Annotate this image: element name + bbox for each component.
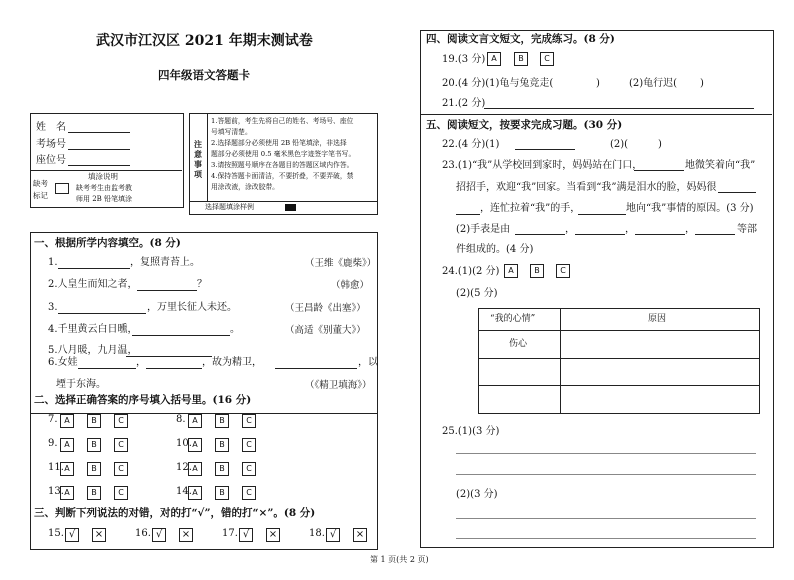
- notice-line-4: 题部分必须使用 0.5 毫米黑色字迹签字笔书写。: [211, 150, 356, 158]
- q23-line-4a: (2)手表是由: [456, 224, 511, 235]
- q23-line-2a: 招招手，欢迎“我”回家。当看到“我”满是泪水的脸，妈妈很: [456, 182, 717, 193]
- q22-label: 22.(4 分)(1): [442, 139, 500, 150]
- item-6-blank-1[interactable]: [78, 368, 136, 369]
- choice-q9-label: 9.: [48, 438, 58, 449]
- seat-field[interactable]: [68, 165, 130, 166]
- item-4-blank[interactable]: [132, 335, 230, 336]
- item-2-source: （韩愈）: [331, 280, 370, 291]
- q23-blank-1[interactable]: [634, 170, 684, 171]
- judge-q18-label: 18.: [309, 528, 325, 539]
- item-4-end: 。: [230, 324, 240, 335]
- choice-q8-label: 8.: [176, 414, 186, 425]
- judge-q16-label: 16.: [135, 528, 151, 539]
- table-cell-sad: 伤心: [509, 339, 528, 349]
- choice-q14-label: 14.: [176, 486, 192, 497]
- section-5-title: 五、阅读短文，按要求完成习题。(30 分): [426, 119, 623, 131]
- choice-q7-option-a[interactable]: A: [60, 414, 74, 428]
- notice-line-1: 1.答题前，考生先将自己的姓名、考场号、座位: [211, 117, 354, 125]
- choice-q11-option-a[interactable]: A: [60, 462, 74, 476]
- choice-q12-option-a[interactable]: A: [188, 462, 202, 476]
- item-6-source: （《精卫填海》）: [305, 380, 372, 391]
- item-5-text: 5.八月暖，九月温，: [48, 345, 138, 356]
- notice-label-4: 项: [194, 169, 202, 179]
- exam-room-label: 考场号: [36, 139, 66, 150]
- section-2-title: 二、选择正确答案的序号填入括号里。(16 分): [34, 394, 252, 406]
- choice-q9-option-b[interactable]: B: [87, 438, 101, 452]
- q23-line-4b: 等部: [737, 224, 757, 235]
- item-2-end: ？: [197, 279, 207, 290]
- q25-2-label: (2)(3 分): [456, 489, 498, 500]
- q23-line-3a: ，连忙拉着“我”的手，: [480, 203, 581, 214]
- choice-q11-option-c[interactable]: C: [114, 462, 128, 476]
- q24-label: 24.(1)(2 分): [442, 266, 500, 277]
- item-6-blank-3[interactable]: [275, 368, 357, 369]
- choice-q10-label: 10.: [176, 438, 192, 449]
- judge-q16-false-box[interactable]: ×: [179, 528, 193, 542]
- q20-close-2: ): [700, 78, 704, 89]
- absent-label-1: 缺考: [33, 179, 48, 188]
- choice-q9-option-a[interactable]: A: [60, 438, 74, 452]
- notice-line-6: 4.保持答题卡面清洁，不要折叠，不要弄破，禁: [211, 172, 354, 180]
- notice-line-5: 3.请按照题号顺序在各题目的答题区域内作答。: [211, 161, 354, 169]
- table-row-divider-1: [479, 330, 759, 331]
- q20-label: 20.(4 分)(1)龟与兔竞走(: [442, 78, 554, 89]
- choice-q14-option-a[interactable]: A: [188, 486, 202, 500]
- section-3-title: 三、判断下列说法的对错，对的打“√”，错的打“×”。(8 分): [34, 507, 316, 519]
- judge-q17-true-box[interactable]: √: [239, 528, 253, 542]
- table-row-divider-2: [479, 358, 759, 359]
- choice-q14-option-b[interactable]: B: [215, 486, 229, 500]
- judge-q18-true-box[interactable]: √: [326, 528, 340, 542]
- choice-q8-option-a[interactable]: A: [188, 414, 202, 428]
- name-label: 姓 名: [36, 122, 66, 133]
- seat-label: 座位号: [36, 155, 66, 166]
- q19-option-a[interactable]: A: [487, 52, 501, 66]
- q25-2-line-2[interactable]: [456, 538, 756, 539]
- table-row-divider-3: [479, 385, 759, 386]
- section-2-3-box: [30, 389, 378, 550]
- choice-q11-label: 11.: [48, 462, 64, 473]
- answer-sheet-subtitle: 四年级语文答题卡: [158, 68, 250, 82]
- info-divider: [31, 170, 182, 171]
- choice-q13-option-b[interactable]: B: [87, 486, 101, 500]
- absent-label-2: 标记: [33, 191, 48, 200]
- notice-bottom-divider: [190, 201, 377, 202]
- section-1-title: 一、根据所学内容填空。(8 分): [34, 237, 181, 249]
- item-6-end: ，以: [358, 357, 378, 368]
- fill-note-text-1: 缺考考生由监考教: [76, 184, 132, 192]
- name-field[interactable]: [68, 132, 130, 133]
- item-3-text: ，万里长征人未还。: [147, 302, 237, 313]
- table-header-feeling: “我的心情”: [490, 314, 536, 324]
- q19-option-b[interactable]: B: [514, 52, 528, 66]
- q20-part2: (2)龟行迟(: [629, 78, 678, 89]
- judge-q17-false-box[interactable]: ×: [266, 528, 280, 542]
- judge-q15-label: 15.: [48, 528, 64, 539]
- item-6-blank-2[interactable]: [146, 368, 202, 369]
- judge-q17-label: 17.: [222, 528, 238, 539]
- choice-q10-option-b[interactable]: B: [215, 438, 229, 452]
- item-6-continuation: 堙于东海。: [56, 379, 106, 390]
- q25-1-line-1[interactable]: [456, 453, 756, 454]
- q23-line-5: 件组成的。(4 分): [456, 244, 534, 255]
- notice-label-1: 注: [194, 139, 202, 149]
- absent-checkbox[interactable]: [55, 183, 69, 194]
- choice-q7-label: 7.: [48, 414, 58, 425]
- notice-line-3: 2.选择题部分必须使用 2B 铅笔填涂，非选择: [211, 139, 347, 147]
- q22-blank-1[interactable]: [515, 149, 575, 150]
- q19-option-c[interactable]: C: [540, 52, 554, 66]
- notice-label-2: 意: [194, 149, 202, 159]
- item-3-source: （王昌龄《出塞》）: [285, 303, 366, 314]
- exam-room-field[interactable]: [68, 149, 130, 150]
- notice-line-7: 用涂改液，涂改胶带。: [211, 183, 279, 191]
- fill-note-text-2: 师用 2B 铅笔填涂: [76, 195, 133, 203]
- q24-option-b[interactable]: B: [530, 264, 544, 278]
- q23-line-3b: 地向“我”事情的原因。(3 分): [626, 203, 754, 214]
- page-footer: 第 1 页(共 2 页): [370, 555, 429, 564]
- judge-q16-true-box[interactable]: √: [152, 528, 166, 542]
- q22-close: ): [658, 139, 662, 150]
- q23-blank-2[interactable]: [718, 192, 756, 193]
- item-1-number: 1.: [48, 257, 58, 268]
- q24-part2: (2)(5 分): [456, 288, 498, 299]
- choice-q8-option-b[interactable]: B: [215, 414, 229, 428]
- q25-2-line-1[interactable]: [456, 518, 756, 519]
- item-4-source: （高适《别董大》）: [285, 325, 366, 336]
- choice-q7-option-b[interactable]: B: [87, 414, 101, 428]
- choice-q11-option-b[interactable]: B: [87, 462, 101, 476]
- choice-q12-option-c[interactable]: C: [242, 462, 256, 476]
- sample-filled-mark: [285, 204, 296, 211]
- item-2-blank[interactable]: [137, 290, 197, 291]
- choice-q8-option-c[interactable]: C: [242, 414, 256, 428]
- q23-blank-7[interactable]: [635, 234, 685, 235]
- choice-q9-option-c[interactable]: C: [114, 438, 128, 452]
- q20-close-1: ): [596, 78, 600, 89]
- item-1-text: ，复照青苔上。: [130, 257, 200, 268]
- item-2-text: 2.人皇生而知之者，: [48, 279, 138, 290]
- judge-q18-false-box[interactable]: ×: [353, 528, 367, 542]
- section-4-title: 四、阅读文言文短文，完成练习。(8 分): [426, 33, 615, 45]
- q25-1-label: 25.(1)(3 分): [442, 426, 500, 437]
- notice-label-3: 事: [194, 159, 202, 169]
- item-6-start: 6.女娃: [48, 357, 78, 368]
- table-header-reason: 原因: [648, 314, 667, 324]
- item-3-number: 3.: [48, 302, 58, 313]
- q23-line-1b: 地微笑着向“我”: [685, 160, 756, 171]
- q23-line-1a: 23.(1)“我”从学校回到家时，妈妈站在门口，: [442, 160, 643, 171]
- sample-label: 选择题填涂样例: [205, 203, 254, 211]
- q25-1-line-2[interactable]: [456, 474, 756, 475]
- choice-q12-option-b[interactable]: B: [215, 462, 229, 476]
- table-col-divider: [560, 309, 561, 413]
- section-4-5-divider: [421, 114, 772, 115]
- q23-blank-5[interactable]: [515, 234, 565, 235]
- q23-blank-8[interactable]: [695, 234, 735, 235]
- item-3-blank[interactable]: [58, 313, 146, 314]
- item-1-blank[interactable]: [58, 268, 130, 269]
- notice-line-2: 号填写清楚。: [211, 128, 252, 136]
- choice-q13-label: 13.: [48, 486, 64, 497]
- choice-q10-option-a[interactable]: A: [188, 438, 202, 452]
- exam-title: 武汉市江汉区 2021 年期末测试卷: [96, 33, 313, 49]
- choice-q13-option-c[interactable]: C: [114, 486, 128, 500]
- choice-q7-option-c[interactable]: C: [114, 414, 128, 428]
- q23-blank-6[interactable]: [575, 234, 625, 235]
- q21-answer-line[interactable]: [484, 108, 754, 109]
- judge-q15-true-box[interactable]: √: [65, 528, 79, 542]
- q22-part2: (2)(: [610, 139, 629, 150]
- item-6-mid: ，故为精卫，: [202, 357, 262, 368]
- fill-note-label: 填涂说明: [88, 172, 118, 181]
- judge-q15-false-box[interactable]: ×: [92, 528, 106, 542]
- choice-q12-label: 12.: [176, 462, 192, 473]
- q19-label: 19.(3 分): [442, 54, 486, 65]
- q23-blank-3[interactable]: [456, 214, 480, 215]
- item-1-source: （王维《鹿柴》）: [305, 258, 377, 269]
- choice-q13-option-a[interactable]: A: [60, 486, 74, 500]
- q24-option-a[interactable]: A: [504, 264, 518, 278]
- q23-blank-4[interactable]: [578, 214, 626, 215]
- item-4-text: 4.千里黄云白日曛，: [48, 324, 138, 335]
- q21-label: 21.(2 分): [442, 98, 486, 109]
- choice-q10-option-c[interactable]: C: [242, 438, 256, 452]
- choice-q14-option-c[interactable]: C: [242, 486, 256, 500]
- q24-option-c[interactable]: C: [556, 264, 570, 278]
- notice-divider: [207, 114, 208, 202]
